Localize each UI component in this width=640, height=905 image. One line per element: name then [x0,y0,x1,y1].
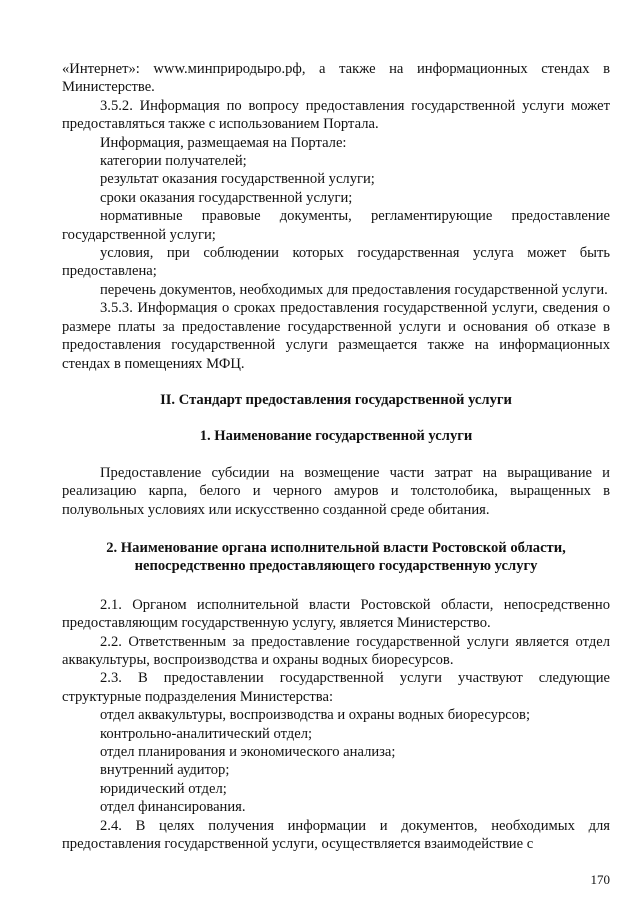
list-item: отдел планирования и экономического анализа; [100,744,396,760]
page-number: 170 [590,872,610,887]
paragraph-2-1: 2.1. Органом исполнительной власти Ростовской области, непосредственно предоставляющим государственную услугу, является Министерство. [62,596,610,632]
list-item: сроки оказания государственной услуги; [100,189,353,206]
list-item: условия, при соблюдении которых государственная услуга может быть предоставлена; [62,245,610,280]
subsection-2-heading-line-2: непосредственно предоставляющего государственную услугу [134,558,538,575]
paragraph-3-5-2: 3.5.2. Информация по вопросу предоставления государственной услуги может предоставляться также с использованием Портала. [62,97,610,133]
subsection-2-heading-line-1: 2. Наименование органа исполнительной власти Ростовской области, [106,539,566,556]
bottom-block [62,596,610,854]
section-heading: II. Стандарт предоставления государственной услуги [160,391,512,408]
paragraph-internet: «Интернет»: www.минприродыро.рф, а также на информационных стендах в Министерстве. [62,61,610,96]
paragraph-2-2: 2.2. Ответственным за предоставление государственной услуги является отдел аквакультуры, воспроизводства и охраны водных биоресурсов. [62,633,610,668]
paragraph-2-4: 2.4. В целях получения информации и документов, необходимых для предоставления государственной услуги, осуществляется взаимодействие с [62,817,610,853]
paragraph-portal-info: Информация, размещаемая на Портале: [100,134,347,151]
paragraph-2-3: 2.3. В предоставлении государственной услуги участвуют следующие структурные подразделения Министерства: [62,670,610,705]
list-item: отдел финансирования. [100,799,246,816]
list-item: юридический отдел; [100,780,227,797]
top-block [62,60,610,373]
subsection-1-heading: 1. Наименование государственной услуги [199,428,473,445]
list-item: отдел аквакультуры, воспроизводства и охраны водных биоресурсов; [100,707,530,724]
list-item: категории получателей; [100,153,247,170]
list-item: результат оказания государственной услуги; [100,171,375,188]
list-item: нормативные правовые документы, регламентирующие предоставление государственной услуги; [62,208,610,243]
paragraph-3-5-3: 3.5.3. Информация о сроках предоставления государственной услуги, сведения о размере платы за предоставление государственной услуги и основания об отказе в предоставления государственной услуги размещается также на информационных стендах в помещениях МФЦ. [62,300,610,372]
list-item: контрольно-аналитический отдел; [100,725,313,742]
list-item: внутренний аудитор; [100,762,230,779]
list-item: перечень документов, необходимых для предоставления государственной услуги. [100,281,608,298]
subsection-1-text: Предоставление субсидии на возмещение части затрат на выращивание и реализацию карпа, белого и черного амуров и толстолобика, выращенных в полувольных условиях или искусственно созданной среде обитания. [62,464,610,518]
